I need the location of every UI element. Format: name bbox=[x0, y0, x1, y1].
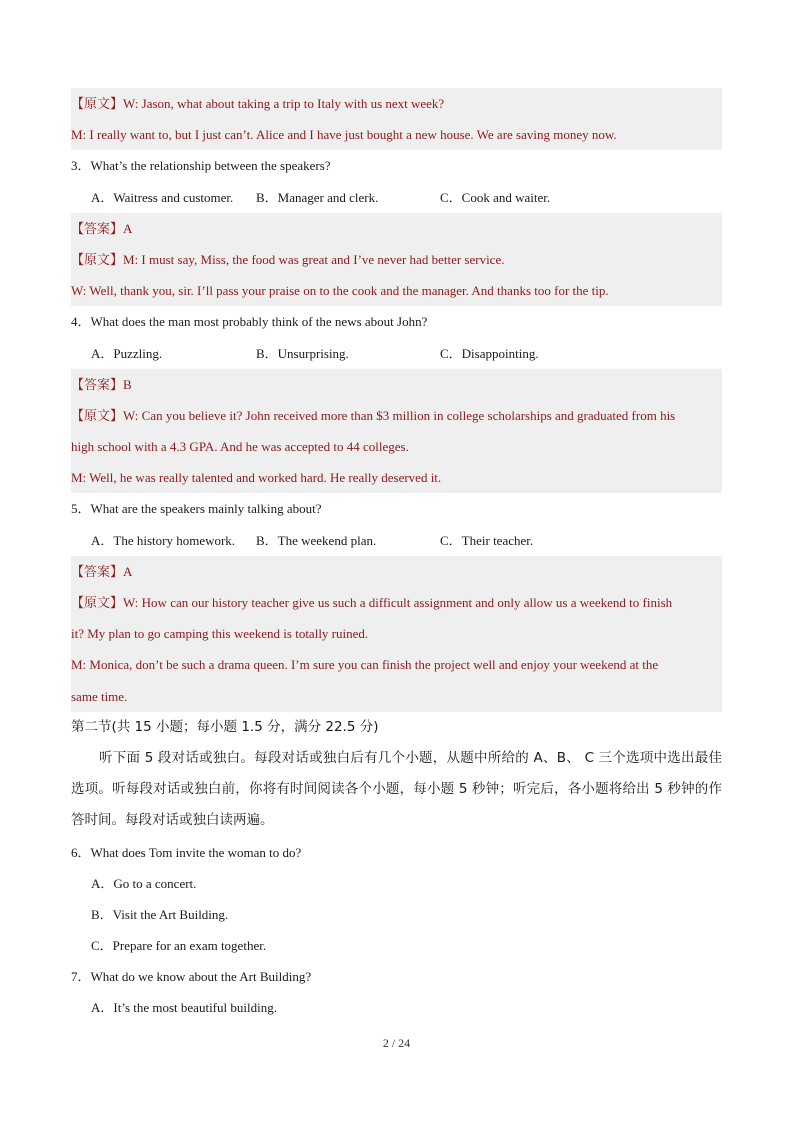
q4-answer bbox=[71, 369, 722, 400]
transcript-text: W: How can our history teacher give us such a difficult assignment and only allow us a weekend to finish bbox=[123, 595, 673, 610]
q5-transcript-line-w2: it? My plan to go camping this weekend is totally ruined. bbox=[71, 626, 369, 642]
q5-answer-block bbox=[71, 556, 722, 712]
q4-options bbox=[71, 338, 722, 369]
q3-option-a: A．Waitress and customer. bbox=[91, 189, 234, 205]
transcript-text: W: Can you believe it? John received more than $3 million in college scholarships and graduated from his bbox=[123, 407, 676, 423]
answer-value: B bbox=[123, 376, 132, 392]
q5-option-a: A．The history homework. bbox=[91, 532, 236, 548]
q3-question: 3．What’s the relationship between the speakers? bbox=[71, 158, 331, 174]
q5-answer bbox=[71, 556, 722, 587]
transcript-tag: 【原文】 bbox=[71, 595, 124, 610]
q6-option-a: A．Go to a concert. bbox=[91, 875, 197, 891]
q2-transcript-line-w bbox=[71, 88, 722, 119]
q7-question: 7．What do we know about the Art Building? bbox=[71, 969, 312, 985]
q3-options bbox=[71, 182, 722, 213]
q2-transcript-line-m: M: I really want to, but I just can’t. Alice and I have just bought a new house. We are saving money now. bbox=[71, 127, 617, 143]
q3-transcript-line-w: W: Well, thank you, sir. I’ll pass your praise on to the cook and the manager. And thanks too for the tip. bbox=[71, 283, 609, 299]
answer-value: A bbox=[123, 220, 133, 236]
q4-transcript-line-w1 bbox=[71, 400, 722, 431]
q3-option-b: B．Manager and clerk. bbox=[256, 189, 379, 205]
q5-transcript-line-w1 bbox=[71, 587, 722, 618]
transcript-tag: 【原文】 bbox=[71, 407, 124, 423]
q4-answer-block bbox=[71, 369, 722, 494]
q3-transcript-line-m bbox=[71, 244, 722, 275]
transcript-text: W: Jason, what about taking a trip to Italy with us next week? bbox=[123, 96, 445, 111]
q2-transcript-block bbox=[71, 88, 722, 150]
answer-value: A bbox=[123, 563, 133, 579]
q3-option-c: C．Cook and waiter. bbox=[440, 189, 551, 205]
transcript-tag: 【原文】 bbox=[71, 251, 124, 267]
q5-transcript-line-m1: M: Monica, don’t be such a drama queen. I’m sure you can finish the project well and enjoy your weekend at the bbox=[71, 657, 659, 673]
q6-option-b: B．Visit the Art Building. bbox=[91, 906, 229, 922]
document-page-content bbox=[71, 88, 722, 1024]
page-number: 2 / 24 bbox=[382, 1036, 411, 1050]
q4-transcript-line-m: M: Well, he was really talented and worked hard. He really deserved it. bbox=[71, 470, 442, 486]
q5-transcript-line-m2: same time. bbox=[71, 688, 128, 704]
q5-option-c: C．Their teacher. bbox=[440, 532, 534, 548]
section2-instructions: 听下面 5 段对话或独白。每段对话或独白后有几个小题，从题中所给的 A、B、 C 三个选项中选出最佳选项。听每段对话或独白前，你将有时间阅读各个小题，每小题 5 秒钟；听完后，各小题将给出 5 秒钟的作答时间。每段对话或独白读两遍。 bbox=[71, 749, 722, 829]
transcript-text: M: I must say, Miss, the food was great and I’ve never had better service. bbox=[123, 251, 505, 267]
transcript-tag: 【原文】 bbox=[71, 96, 124, 111]
q4-question: 4．What does the man most probably think of the news about John? bbox=[71, 314, 428, 330]
answer-tag: 【答案】 bbox=[71, 376, 124, 392]
q3-answer bbox=[71, 213, 722, 244]
q5-option-b: B．The weekend plan. bbox=[256, 532, 377, 548]
q4-option-c: C．Disappointing. bbox=[440, 345, 539, 361]
q3-answer-block bbox=[71, 213, 722, 307]
q4-transcript-line-w2: high school with a 4.3 GPA. And he was accepted to 44 colleges. bbox=[71, 439, 409, 455]
q6-question: 6．What does Tom invite the woman to do? bbox=[71, 844, 302, 860]
q7-option-a: A．It’s the most beautiful building. bbox=[91, 1000, 277, 1016]
q5-question: 5．What are the speakers mainly talking about? bbox=[71, 501, 322, 517]
section2-heading: 第二节(共 15 小题；每小题 1.5 分，满分 22.5 分) bbox=[71, 718, 379, 735]
q4-option-b: B．Unsurprising. bbox=[256, 345, 349, 361]
q6-option-c: C．Prepare for an exam together. bbox=[91, 938, 267, 954]
answer-tag: 【答案】 bbox=[71, 220, 124, 236]
q4-option-a: A．Puzzling. bbox=[91, 345, 163, 361]
answer-tag: 【答案】 bbox=[71, 563, 124, 579]
q5-options bbox=[71, 525, 722, 556]
